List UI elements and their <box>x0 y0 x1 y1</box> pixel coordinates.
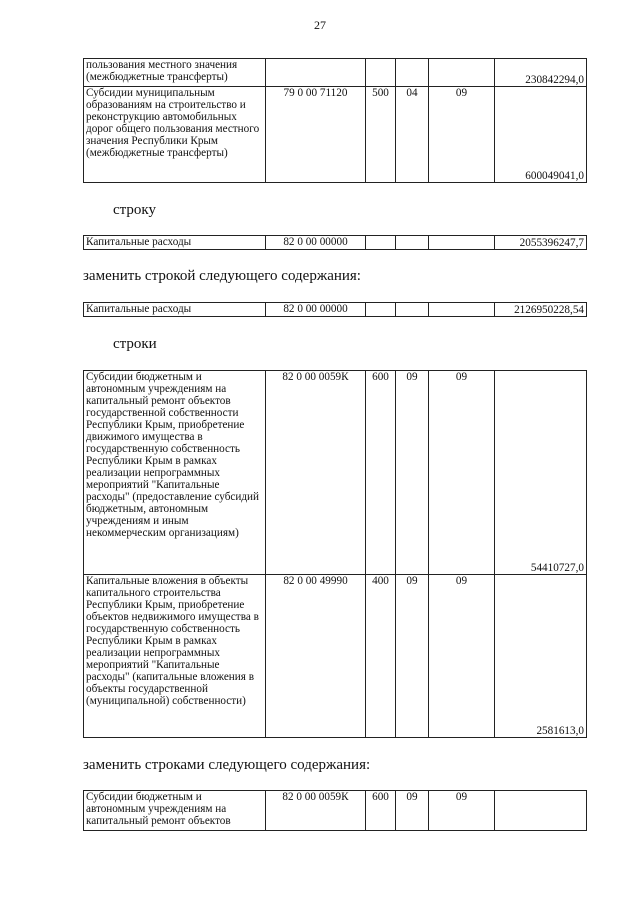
row-vr: 600 <box>366 791 396 831</box>
row-rz: 04 <box>396 87 429 183</box>
row-vr <box>366 236 396 250</box>
row-amount: 2055396247,7 <box>495 236 587 250</box>
row-description: Субсидии бюджетным и автономным учреждениям на капитальный ремонт объектов <box>84 791 266 831</box>
table-row <box>84 236 587 250</box>
row-description: пользования местного значения (межбюджетные трансферты) <box>84 59 266 87</box>
table-row <box>84 303 587 317</box>
row-pr <box>429 303 495 317</box>
instruction-text: заменить строками следующего содержания: <box>83 757 371 773</box>
row-vr: 400 <box>366 575 396 738</box>
row-amount: 600049041,0 <box>495 87 587 183</box>
row-pr <box>429 59 495 87</box>
row-rz: 09 <box>396 575 429 738</box>
row-rz: 09 <box>396 371 429 575</box>
row-rz <box>396 303 429 317</box>
row-amount: 2581613,0 <box>495 575 587 738</box>
row-rz <box>396 236 429 250</box>
budget-table-3 <box>83 302 587 317</box>
row-code: 82 0 00 0059К <box>266 371 366 575</box>
row-vr <box>366 59 396 87</box>
row-vr: 600 <box>366 371 396 575</box>
table-row <box>84 575 587 738</box>
instruction-text: строку <box>113 202 156 218</box>
instruction-text: заменить строкой следующего содержания: <box>83 268 361 284</box>
row-code: 82 0 00 00000 <box>266 303 366 317</box>
row-pr: 09 <box>429 575 495 738</box>
row-description: Капитальные расходы <box>84 303 266 317</box>
row-description: Капитальные вложения в объекты капитального строительства Республики Крым, приобретение объектов недвижимого имущества в государственную собственность Республики Крым в рамках реализации непрограммных мероприятий "Капитальные расходы" (капитальные вложения в объекты государственной (муниципальной) собственности) <box>84 575 266 738</box>
budget-table-4 <box>83 370 587 738</box>
row-code: 79 0 00 71120 <box>266 87 366 183</box>
row-description: Субсидии муниципальным образованиям на строительство и реконструкцию автомобильных дорог общего пользования местного значения Республики Крым (межбюджетные трансферты) <box>84 87 266 183</box>
row-vr: 500 <box>366 87 396 183</box>
row-pr: 09 <box>429 791 495 831</box>
table-row <box>84 87 587 183</box>
table-row <box>84 371 587 575</box>
table-row <box>84 59 587 87</box>
row-pr: 09 <box>429 371 495 575</box>
budget-table-2 <box>83 235 587 250</box>
row-pr <box>429 236 495 250</box>
row-amount: 2126950228,54 <box>495 303 587 317</box>
row-rz <box>396 59 429 87</box>
row-amount: 54410727,0 <box>495 371 587 575</box>
row-code <box>266 59 366 87</box>
budget-table-1 <box>83 58 587 183</box>
row-code: 82 0 00 0059К <box>266 791 366 831</box>
row-description: Субсидии бюджетным и автономным учреждениям на капитальный ремонт объектов государственной собственности Республики Крым, приобретение движимого имущества в государственную собственность Республики Крым в рамках реализации непрограммных мероприятий "Капитальные расходы" (предоставление субсидий бюджетным, автономным учреждениям и иным некоммерческим организациям) <box>84 371 266 575</box>
row-vr <box>366 303 396 317</box>
row-rz: 09 <box>396 791 429 831</box>
instruction-text: строки <box>113 336 157 352</box>
row-pr: 09 <box>429 87 495 183</box>
row-amount <box>495 791 587 831</box>
row-amount: 230842294,0 <box>495 59 587 87</box>
row-description: Капитальные расходы <box>84 236 266 250</box>
budget-table-5 <box>83 790 587 831</box>
page-number: 27 <box>314 18 326 32</box>
row-code: 82 0 00 49990 <box>266 575 366 738</box>
table-row <box>84 791 587 831</box>
row-code: 82 0 00 00000 <box>266 236 366 250</box>
